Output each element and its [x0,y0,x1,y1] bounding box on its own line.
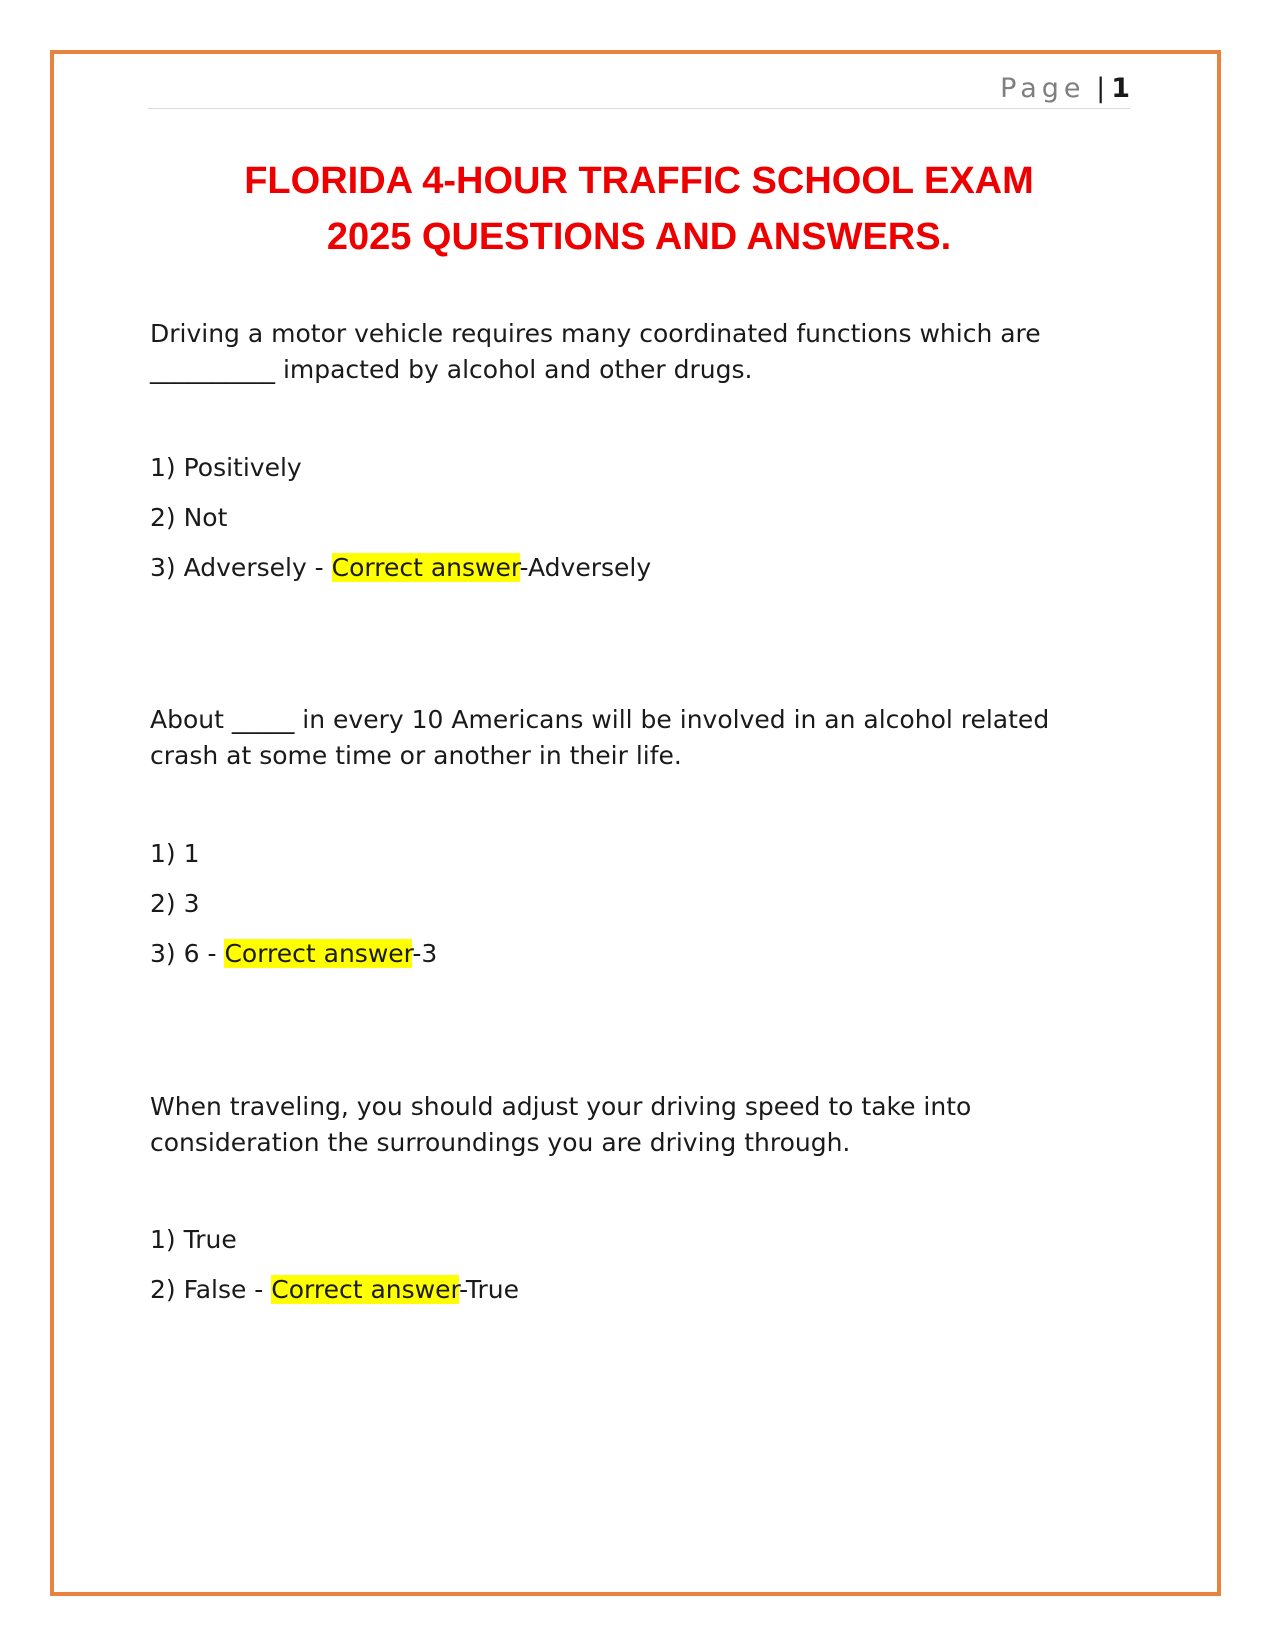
question-1-option-3 [150,553,651,582]
question-1-option-2: 2) Not [150,503,228,532]
page-label: Page [1000,73,1086,104]
correct-answer-highlight: Correct answer [224,939,413,968]
question-2-line-1: About _____ in every 10 Americans will be involved in an alcohol related [150,705,1050,734]
page-number: 1 [1111,73,1130,104]
question-2-option-1: 1) 1 [150,839,200,868]
question-2-line-2: crash at some time or another in their life. [150,741,682,770]
question-3-line-1: When traveling, you should adjust your driving speed to take into [150,1092,972,1121]
question-3-option-2 [150,1275,519,1304]
page-border [50,50,1221,1596]
title-line-1: FLORIDA 4-HOUR TRAFFIC SCHOOL EXAM [244,160,1034,202]
question-2-option-2: 2) 3 [150,889,200,918]
option-prefix: 3) Adversely - [150,553,332,582]
question-2-text [150,702,1049,774]
option-prefix: 3) 6 - [150,939,225,968]
question-2-option-3 [150,939,437,968]
question-3-line-2: consideration the surroundings you are driving through. [150,1128,851,1157]
page-header [148,70,1130,109]
title-line-2: 2025 QUESTIONS AND ANSWERS. [326,216,952,258]
option-prefix: 2) False - [150,1275,272,1304]
correct-answer-highlight: Correct answer [271,1275,460,1304]
correct-answer-value: -3 [412,939,438,968]
question-1-option-1: 1) Positively [150,453,302,482]
question-3-text [150,1089,971,1161]
question-1-text [150,316,1041,388]
page-separator: | [1096,73,1106,104]
question-3-option-1: 1) True [150,1225,237,1254]
correct-answer-highlight: Correct answer [331,553,520,582]
question-1-line-2: __________ impacted by alcohol and other drugs. [150,355,753,384]
document-title [148,153,1130,265]
correct-answer-value: -Adversely [519,553,652,582]
question-1-line-1: Driving a motor vehicle requires many coordinated functions which are [150,319,1041,348]
correct-answer-value: -True [459,1275,519,1304]
